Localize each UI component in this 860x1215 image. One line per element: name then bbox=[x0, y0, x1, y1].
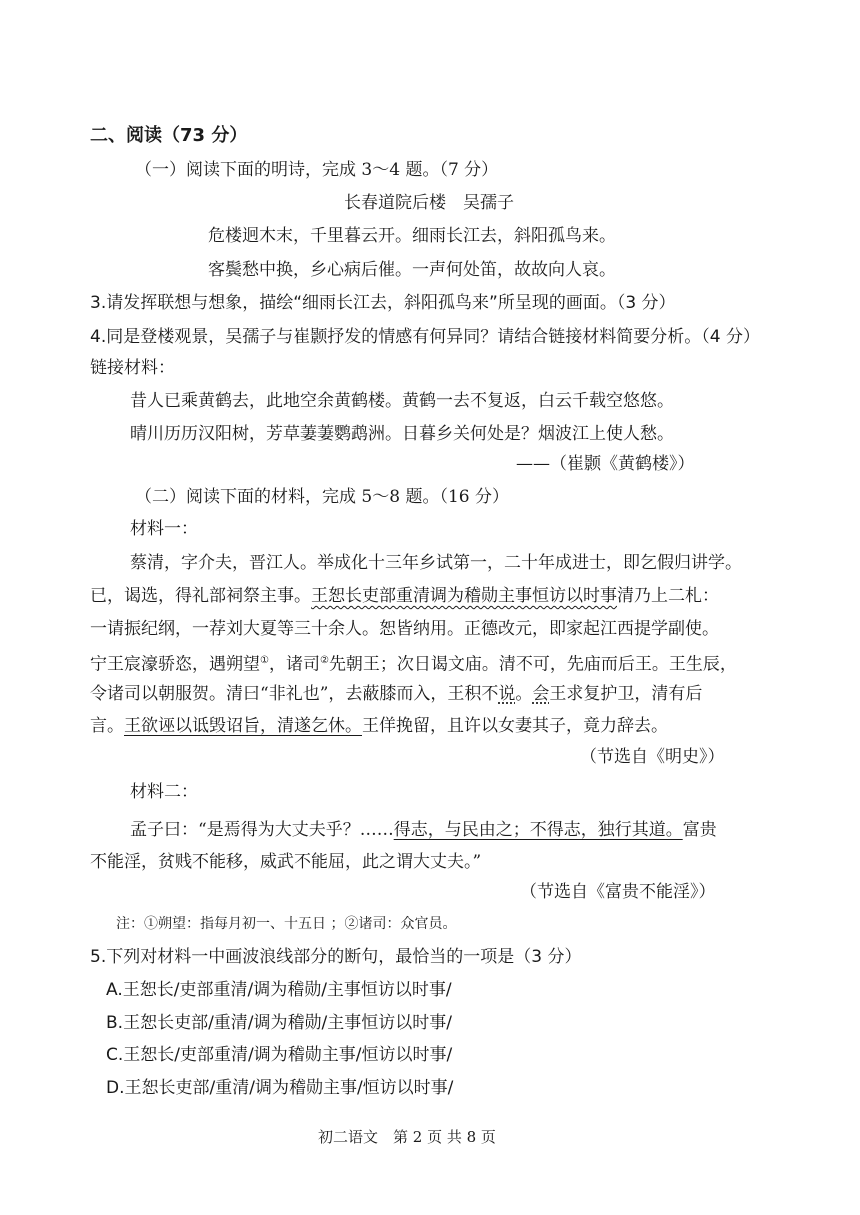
text-segment: 王佯挽留，且许以女妻其子，竟力辞去。 bbox=[362, 716, 668, 736]
poem-title: 长春道院后楼 吴孺子 bbox=[344, 193, 514, 213]
link-source: ——（崔颢《黄鹤楼》） bbox=[516, 454, 695, 474]
material-1-label: 材料一： bbox=[130, 519, 198, 539]
part1-instruction: （一）阅读下面的明诗，完成 3～4 题。（7 分） bbox=[135, 160, 499, 180]
material-1-source: （节选自《明史》） bbox=[580, 747, 725, 767]
material-2-line: 不能淫，贫贱不能移，威武不能屈，此之谓大丈夫。” bbox=[90, 852, 482, 872]
underlined-sentence: 王欲诬以诋毁诏旨，清遂乞休。 bbox=[124, 716, 362, 736]
wavy-underlined-passage: 王恕长吏部重清调为稽勋主事恒访以时事 bbox=[311, 586, 617, 606]
question-3: 3.请发挥联想与想象，描绘“细雨长江去，斜阳孤鸟来”所呈现的画面。（3 分） bbox=[90, 293, 676, 313]
footnote-marker-2: ② bbox=[319, 655, 329, 666]
text-segment: 。 bbox=[515, 684, 533, 704]
page-footer: 初二语文 第 2 页 共 8 页 bbox=[318, 1128, 496, 1146]
material-2-source: （节选自《富贵不能淫》） bbox=[520, 882, 716, 902]
footnote-marker-1: ① bbox=[260, 655, 269, 666]
text-segment: 已，谒选，得礼部祠祭主事。 bbox=[90, 586, 311, 606]
material-1-line bbox=[90, 584, 719, 608]
poem-line-1: 危楼迥木末，千里暮云开。细雨长江去，斜阳孤鸟来。 bbox=[208, 226, 616, 246]
material-1-line: 蔡清，字介夫，晋江人。举成化十三年乡试第一，二十年成进士，即乞假归讲学。 bbox=[130, 553, 742, 573]
question-4: 4.同是登楼观景，吴孺子与崔颢抒发的情感有何异同？请结合链接材料简要分析。（4 分） bbox=[90, 327, 760, 347]
material-1-line bbox=[90, 649, 737, 677]
option-c: C.王恕长/吏部重清/调为稽勋主事/恒访以时事/ bbox=[106, 1045, 453, 1065]
material-1-line bbox=[90, 682, 702, 706]
option-d: D.王恕长吏部/重清/调为稽勋主事/恒访以时事/ bbox=[106, 1078, 454, 1098]
text-segment: 令诸司以朝服贺。清曰“非礼也”，去蔽膝而入，王积不 bbox=[90, 684, 499, 704]
text-segment: 富贵 bbox=[682, 820, 717, 840]
part2-instruction: （二）阅读下面的材料，完成 5～8 题。（16 分） bbox=[135, 487, 509, 507]
section-title: 二、阅读（73 分） bbox=[90, 125, 248, 146]
material-2-line bbox=[130, 818, 717, 842]
text-segment: 言。 bbox=[90, 716, 124, 736]
footnote: 注：①朔望：指每月初一、十五日 ；②诸司：众官员。 bbox=[116, 916, 457, 932]
link-poem-line-2: 晴川历历汉阳树，芳草萋萋鹦鹉洲。日暮乡关何处是？烟波江上使人愁。 bbox=[130, 424, 674, 444]
text-segment: 宁王宸濠骄恣，遇朔望 bbox=[90, 654, 260, 675]
material-1-line bbox=[90, 714, 668, 738]
material-2-label: 材料二： bbox=[130, 782, 198, 802]
link-material-label: 链接材料： bbox=[90, 358, 175, 378]
text-segment: 王求复护卫，清有后 bbox=[549, 684, 703, 704]
text-segment: 先朝王；次日谒文庙。清不可，先庙而后王。王生辰， bbox=[328, 654, 737, 675]
text-segment: ，诸司 bbox=[268, 654, 320, 675]
text-segment: 清乃上二札： bbox=[617, 586, 719, 606]
dotted-word: 会 bbox=[532, 684, 550, 704]
dotted-word: 说 bbox=[498, 684, 516, 704]
link-poem-line-1: 昔人已乘黄鹤去，此地空余黄鹤楼。黄鹤一去不复返，白云千载空悠悠。 bbox=[130, 391, 674, 411]
material-1-line: 一请振纪纲，一荐刘大夏等三十余人。恕皆纳用。正德改元，即家起江西提学副使。 bbox=[90, 619, 719, 639]
question-5: 5.下列对材料一中画波浪线部分的断句，最恰当的一项是（3 分） bbox=[90, 947, 582, 967]
underlined-sentence: 得志，与民由之；不得志，独行其道。 bbox=[393, 820, 683, 840]
text-segment: 孟子曰：“是焉得为大丈夫乎？…… bbox=[130, 820, 394, 840]
option-b: B.王恕长吏部/重清/调为稽勋/主事恒访以时事/ bbox=[106, 1013, 452, 1033]
option-a: A.王恕长/吏部重清/调为稽勋/主事恒访以时事/ bbox=[106, 980, 452, 1000]
poem-line-2: 客鬓愁中换，乡心病后催。一声何处笛，故故向人哀。 bbox=[208, 260, 616, 280]
